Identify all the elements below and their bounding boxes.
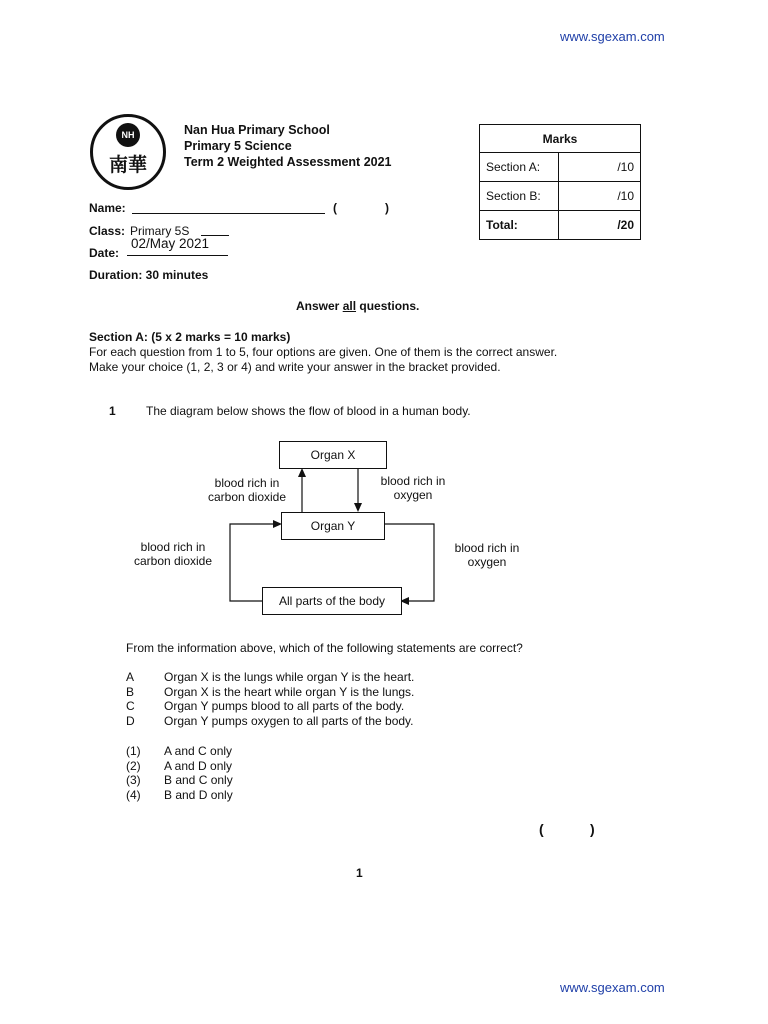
marks-row-section-b xyxy=(480,182,641,211)
label-line: carbon dioxide xyxy=(207,490,287,504)
school-name: Nan Hua Primary School xyxy=(184,123,330,137)
answer-input-space[interactable] xyxy=(548,822,588,838)
name-blank-line[interactable] xyxy=(132,213,325,214)
marks-value: /10 xyxy=(559,182,641,211)
option-number: (3) xyxy=(126,773,141,787)
statement-item xyxy=(126,685,414,700)
statement-letter: C xyxy=(126,699,135,713)
label-line: oxygen xyxy=(467,555,507,569)
option-list xyxy=(126,744,233,802)
marks-row-total xyxy=(480,211,641,240)
option-number: (4) xyxy=(126,787,141,802)
option-item[interactable] xyxy=(126,788,233,803)
marks-table xyxy=(479,124,641,240)
statement-letter: B xyxy=(126,684,135,699)
label-line: blood rich in xyxy=(380,474,446,488)
option-item[interactable] xyxy=(126,773,233,788)
option-number: (2) xyxy=(126,758,141,773)
statement-text: Organ Y pumps blood to all parts of the body. xyxy=(164,699,405,713)
label-o2-blood-upper xyxy=(366,474,460,502)
marks-label: Section B: xyxy=(480,182,559,211)
statement-list xyxy=(126,670,414,728)
statement-text: Organ X is the lungs while organ Y is the heart. xyxy=(164,670,415,684)
marks-label: Section A: xyxy=(480,153,559,182)
logo-monogram: NH xyxy=(116,123,140,147)
question-prompt: From the information above, which of the following statements are correct? xyxy=(126,641,523,655)
label-line: blood rich in xyxy=(140,540,206,554)
date-blank-line xyxy=(127,255,228,256)
statement-item xyxy=(126,714,414,729)
class-label: Class: xyxy=(89,224,126,238)
organ-x-box: Organ X xyxy=(279,441,387,469)
register-bracket-close: ) xyxy=(385,201,389,215)
answer-bracket-open: ( xyxy=(539,821,544,837)
marks-row-section-a xyxy=(480,153,641,182)
option-item[interactable] xyxy=(126,744,233,759)
arrowhead-up xyxy=(298,468,306,477)
school-logo xyxy=(90,114,166,190)
label-line: carbon dioxide xyxy=(133,554,213,568)
answer-bracket-close: ) xyxy=(590,821,595,837)
label-line: blood rich in xyxy=(454,541,520,555)
body-parts-box: All parts of the body xyxy=(262,587,402,615)
statement-text: Organ X is the heart while organ Y is the lungs. xyxy=(164,684,415,699)
question-stem: The diagram below shows the flow of blood in a human body. xyxy=(146,404,471,418)
label-line: oxygen xyxy=(393,488,433,502)
site-url-bottom[interactable]: www.sgexam.com xyxy=(560,980,665,995)
class-value: Primary 5S xyxy=(130,224,190,238)
statement-letter: A xyxy=(126,670,135,684)
label-line: blood rich in xyxy=(214,476,280,490)
statement-item xyxy=(126,670,414,685)
school-header xyxy=(184,122,392,170)
option-text: B and C only xyxy=(164,773,233,787)
statement-text: Organ Y pumps oxygen to all parts of the body. xyxy=(164,713,414,728)
option-number: (1) xyxy=(126,744,141,758)
option-text: A and C only xyxy=(164,744,233,758)
answer-all-emphasis: all xyxy=(342,299,357,313)
question-number: 1 xyxy=(109,404,116,418)
date-value: 02/May 2021 xyxy=(131,236,210,251)
name-label: Name: xyxy=(89,201,126,215)
option-text: A and D only xyxy=(164,758,233,773)
site-url-top[interactable]: www.sgexam.com xyxy=(560,29,665,44)
statement-item xyxy=(126,699,414,714)
organ-y-box: Organ Y xyxy=(281,512,385,540)
label-co2-blood-left xyxy=(122,540,224,568)
statement-letter: D xyxy=(126,713,135,728)
date-label: Date: xyxy=(89,246,120,260)
logo-chinese-text: 南華 xyxy=(108,154,147,176)
marks-table-title: Marks xyxy=(480,125,641,153)
arrowhead-down xyxy=(354,503,362,512)
label-co2-blood-upper xyxy=(196,476,298,504)
assessment-title: Term 2 Weighted Assessment 2021 xyxy=(184,155,392,169)
option-item[interactable] xyxy=(126,759,233,774)
marks-value: /10 xyxy=(559,153,641,182)
option-text: B and D only xyxy=(164,787,233,802)
answer-all-instruction xyxy=(296,299,419,313)
instruction-line-1: For each question from 1 to 5, four options are given. One of them is the correct answer. xyxy=(89,345,558,359)
answer-all-suffix: questions. xyxy=(356,299,420,313)
label-o2-blood-right xyxy=(440,541,534,569)
section-a-title: Section A: (5 x 2 marks = 10 marks) xyxy=(89,330,291,344)
page-number: 1 xyxy=(356,866,363,880)
instruction-line-2: Make your choice (1, 2, 3 or 4) and write your answer in the bracket provided. xyxy=(89,360,501,374)
marks-label: Total: xyxy=(480,211,559,240)
answer-all-prefix: Answer xyxy=(296,299,343,313)
marks-value: /20 xyxy=(559,211,641,240)
duration-text: Duration: 30 minutes xyxy=(89,268,209,282)
register-bracket-open: ( xyxy=(333,201,337,215)
school-level: Primary 5 Science xyxy=(184,139,292,153)
